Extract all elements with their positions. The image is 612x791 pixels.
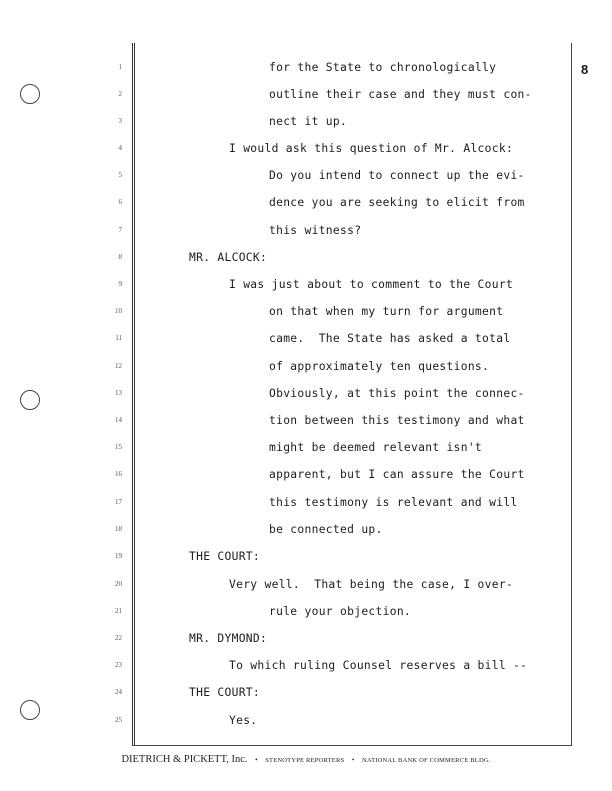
- transcript-line: came. The State has asked a total: [269, 332, 511, 345]
- transcript-line: for the State to chronologically: [269, 61, 497, 74]
- line-number: 17: [115, 498, 122, 506]
- line-number: 10: [115, 307, 122, 315]
- line-number: 15: [115, 443, 122, 451]
- line-number: 20: [115, 580, 122, 588]
- page-number: 8: [581, 62, 589, 77]
- speaker-label: THE COURT:: [189, 550, 261, 563]
- transcript-line: Very well. That being the case, I over-: [229, 578, 514, 591]
- line-number: 19: [115, 552, 122, 560]
- transcript-line: of approximately ten questions.: [269, 360, 490, 373]
- transcript-line: nect it up.: [269, 115, 348, 128]
- transcript-line: I was just about to comment to the Court: [229, 278, 514, 291]
- line-number: 16: [115, 470, 122, 478]
- line-number: 25: [115, 716, 122, 724]
- speaker-label: THE COURT:: [189, 686, 261, 699]
- footer-company: DIETRICH & PICKETT, Inc.: [121, 754, 248, 765]
- line-number: 14: [115, 416, 122, 424]
- right-margin-rule: [571, 43, 572, 745]
- speaker-label: MR. DYMOND:: [189, 632, 268, 645]
- footer-separator: •: [255, 756, 258, 764]
- transcript-line: dence you are seeking to elicit from: [269, 196, 525, 209]
- line-number: 23: [115, 661, 122, 669]
- line-number: 3: [118, 117, 122, 125]
- transcript-line: To which ruling Counsel reserves a bill --: [229, 659, 528, 672]
- reporter-footer: [0, 754, 612, 765]
- line-number: 12: [115, 362, 122, 370]
- line-number: 4: [118, 144, 122, 152]
- bottom-rule: [132, 745, 572, 746]
- transcript-line: Yes.: [229, 714, 258, 727]
- transcript-line: be connected up.: [269, 523, 383, 536]
- footer-address: NATIONAL BANK OF COMMERCE BLDG.: [362, 757, 491, 764]
- line-number: 11: [115, 334, 122, 342]
- line-number: 1: [118, 63, 122, 71]
- line-number: 9: [118, 280, 122, 288]
- line-number: 6: [118, 198, 122, 206]
- transcript-line: outline their case and they must con-: [269, 88, 532, 101]
- binder-hole-middle: [20, 390, 40, 410]
- binder-hole-bottom: [20, 700, 40, 720]
- transcript-line: this testimony is relevant and will: [269, 496, 518, 509]
- left-margin-rule: [132, 43, 135, 745]
- footer-separator: •: [351, 756, 355, 764]
- line-number: 18: [115, 525, 122, 533]
- transcript-line: this witness?: [269, 224, 362, 237]
- line-number: 22: [115, 634, 122, 642]
- transcript-line: on that when my turn for argument: [269, 305, 504, 318]
- transcript-line: I would ask this question of Mr. Alcock:: [229, 142, 514, 155]
- line-number: 7: [118, 226, 122, 234]
- transcript-line: might be deemed relevant isn't: [269, 441, 483, 454]
- transcript-line: tion between this testimony and what: [269, 414, 525, 427]
- transcript-line: apparent, but I can assure the Court: [269, 468, 525, 481]
- transcript-line: Obviously, at this point the connec-: [269, 387, 525, 400]
- binder-hole-top: [20, 84, 40, 104]
- line-number: 5: [118, 171, 122, 179]
- transcript-line: Do you intend to connect up the evi-: [269, 169, 525, 182]
- footer-service: STENOTYPE REPORTERS: [265, 757, 345, 764]
- line-number: 13: [115, 389, 122, 397]
- line-number: 24: [115, 688, 122, 696]
- line-number: 8: [118, 253, 122, 261]
- line-number: 2: [118, 90, 122, 98]
- transcript-line: rule your objection.: [269, 605, 412, 618]
- line-number: 21: [115, 607, 122, 615]
- speaker-label: MR. ALCOCK:: [189, 251, 268, 264]
